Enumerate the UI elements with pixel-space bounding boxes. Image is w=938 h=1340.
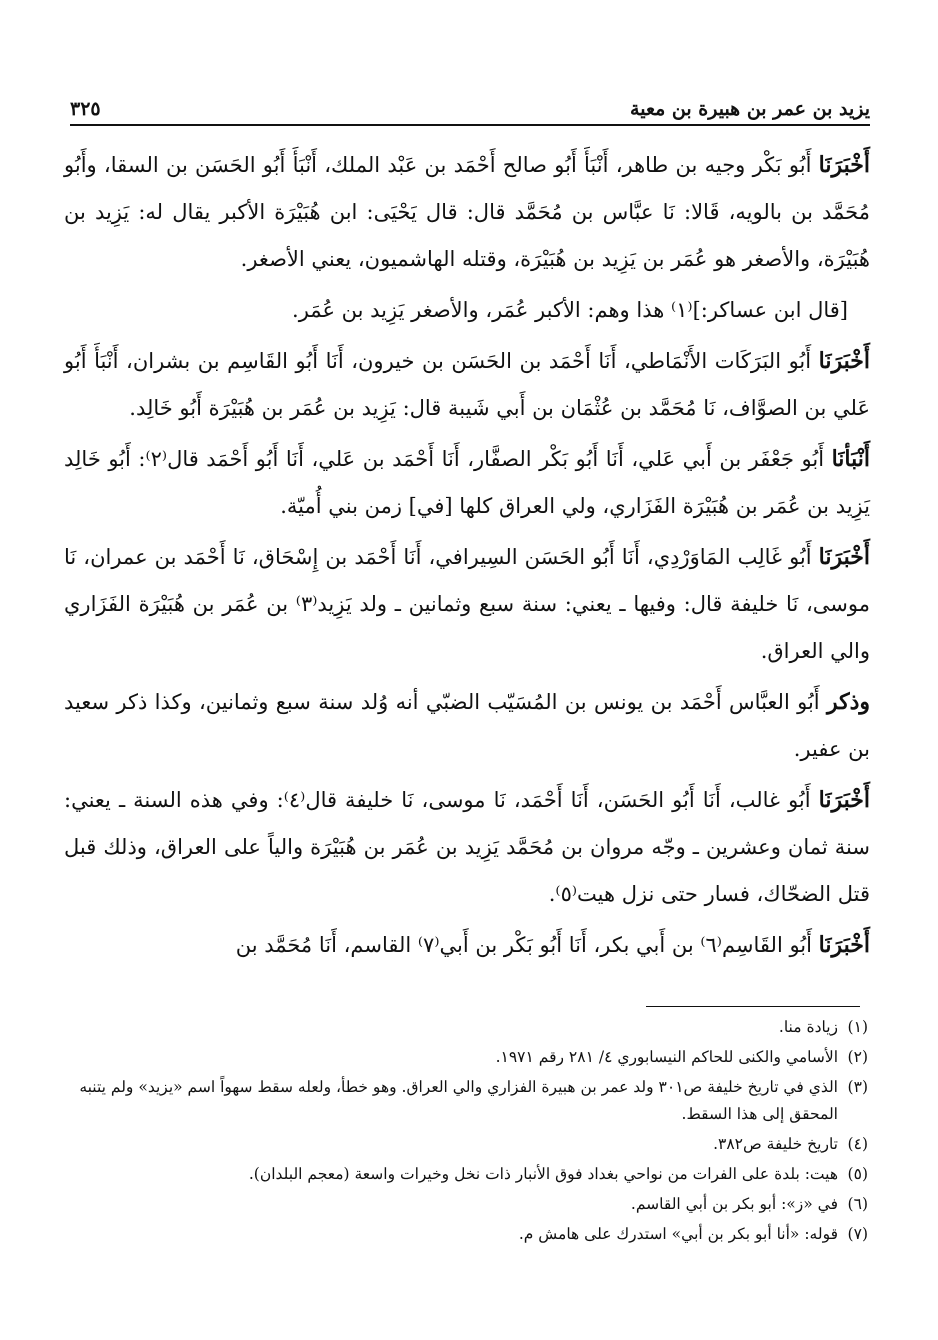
paragraph-text: أَبُو بَكْر وجيه بن طاهر، أَنْبَأَ أَبُو صالح أَحْمَد بن عَبْد الملك، أَنْبَأَ أَبُو الحَسَن بن السقا، وأَبُو مُحَمَّد بن بالويه، قَالا: نَا عبَّاس بن مُحَمَّد قال: قال يَحْيَى: ابن هُبَيْرَة الأكبر يقال له: يَزِيد بن هُبَيْرَة، والأصغر هو عُمَر بن يَزِيد بن هُبَيْرَة، وقتله الهاشميون، يعني الأصغر. bbox=[64, 153, 870, 271]
paragraph-lead: أَنْبَأنَا bbox=[831, 446, 870, 472]
footnote bbox=[72, 1131, 868, 1158]
header-rule bbox=[70, 124, 870, 126]
page-header bbox=[70, 84, 870, 120]
footnote bbox=[72, 1161, 868, 1188]
running-title: يزيد بن عمر بن هبيرة بن معية bbox=[630, 98, 870, 120]
footnote bbox=[72, 1074, 868, 1128]
paragraph-lead: أَخْبَرَنَا bbox=[818, 152, 870, 178]
footnote-text: هيت: بلدة على الفرات من نواحي بغداد فوق الأنبار ذات نخل وخيرات واسعة (معجم البلدان). bbox=[248, 1165, 838, 1183]
footnote-number: (٢) bbox=[847, 1048, 868, 1066]
footnote bbox=[72, 1221, 868, 1248]
footnote-number: (٦) bbox=[847, 1195, 868, 1213]
footnote-number: (٣) bbox=[847, 1078, 868, 1096]
footnote-text: قوله: «أنا أبو بكر بن أبي» استدرك على هامش م. bbox=[518, 1225, 838, 1243]
paragraph-lead: وذكر bbox=[826, 689, 870, 715]
footnote bbox=[72, 1044, 868, 1071]
paragraph bbox=[64, 534, 870, 675]
paragraph-text: [قال ابن عساكر:]⁽١⁾ هذا وهم: الأكبر عُمَر، والأصغر يَزِيد بن عُمَر. bbox=[292, 298, 848, 322]
paragraph-lead: أَخْبَرَنَا bbox=[818, 932, 870, 958]
footnote-number: (٤) bbox=[847, 1135, 868, 1153]
paragraph-lead: أَخْبَرَنَا bbox=[818, 348, 870, 374]
footnote-text: تاريخ خليفة ص٣٨٢. bbox=[713, 1135, 838, 1153]
paragraph-text: أَبُو العبَّاس أَحْمَد بن يونس بن المُسَيّب الضبّي أنه وُلد سنة سبع وثمانين، وكذا ذكر سعيد بن عفير. bbox=[64, 690, 870, 761]
paragraph-text: أَبُو البَرَكَات الأَنْمَاطي، أَنَا أَحْمَد بن الحَسَن بن خيرون، أَنَا أَبُو القَاسِم بن بشران، أَنْبَأَ أَبُو عَلي بن الصوَّاف، نَا مُحَمَّد بن عُثْمَان بن أَبي شَيبة قال: يَزِيد بن عُمَر بن هُبَيْرَة أَبُو خَالِد. bbox=[64, 349, 870, 420]
footnote-separator bbox=[646, 1006, 860, 1007]
paragraph-lead: أَخْبَرَنَا bbox=[818, 544, 870, 570]
paragraph-text: أَبُو القَاسِم⁽٦⁾ بن أَبي بكر، أَنَا أَبُو بَكْر بن أَبي⁽٧⁾ القاسم، أَنَا مُحَمَّد بن bbox=[235, 933, 819, 957]
paragraph-lead: أَخْبَرَنَا bbox=[818, 787, 870, 813]
footnote bbox=[72, 1191, 868, 1218]
paragraph bbox=[64, 338, 870, 432]
paragraph bbox=[64, 922, 870, 969]
footnote-text: الذي في تاريخ خليفة ص٣٠١ ولد عمر بن هبيرة الفزاري والي العراق. وهو خطأ، ولعله سقط سهواً اسم «يزيد» ولم يتنبه المحقق إلى هذا السقط. bbox=[79, 1078, 838, 1123]
footnote-text: زيادة منا. bbox=[778, 1018, 838, 1036]
paragraph bbox=[64, 287, 870, 334]
footnote-number: (١) bbox=[847, 1018, 868, 1036]
paragraph bbox=[64, 142, 870, 283]
paragraph-text: أَبُو جَعْفَر بن أَبي عَلي، أَنَا أَبُو بَكْر الصفَّار، أَنَا أَحْمَد بن عَلي، أَنَا أَبُو أَحْمَد قال⁽٢⁾: أَبُو خَالِد يَزِيد بن عُمَر بن هُبَيْرَة الفَزَاري، ولي العراق كلها [في] زمن بني أُميّة. bbox=[64, 447, 870, 518]
footnote bbox=[72, 1014, 868, 1041]
footnotes bbox=[72, 1014, 868, 1251]
footnote-number: (٧) bbox=[847, 1225, 868, 1243]
footnote-text: الأسامي والكنى للحاكم النيسابوري ٤/ ٢٨١ رقم ١٩٧١. bbox=[495, 1048, 838, 1066]
main-text bbox=[64, 142, 870, 973]
paragraph-text: أَبُو غَالِب المَاوَرْدِي، أَنَا أَبُو الحَسَن السِيرافي، أَنَا أَحْمَد بن إِسْحَاق، نَا أَحْمَد بن عمران، نَا موسى، نَا خليفة قال: وفيها ـ يعني: سنة سبع وثمانين ـ ولد يَزِيد⁽٣⁾ بن عُمَر بن هُبَيْرَة الفَزَاري والي العراق. bbox=[64, 545, 870, 663]
paragraph bbox=[64, 679, 870, 773]
footnote-number: (٥) bbox=[847, 1165, 868, 1183]
paragraph-text: أَبُو غالب، أَنَا أَبُو الحَسَن، أَنَا أَحْمَد، نَا موسى، نَا خليفة قال⁽٤⁾: وفي هذه السنة ـ يعني: سنة ثمان وعشرين ـ وجّه مروان بن مُحَمَّد يَزِيد بن عُمَر بن هُبَيْرَة والياً على العراق، وذلك قبل قتل الضحّاك، فسار حتى نزل هيت⁽٥⁾. bbox=[64, 788, 870, 906]
paragraph bbox=[64, 436, 870, 530]
footnote-text: في «ز»: أبو بكر بن أبي القاسم. bbox=[630, 1195, 838, 1213]
paragraph bbox=[64, 777, 870, 918]
page-number: ٣٢٥ bbox=[70, 98, 101, 120]
